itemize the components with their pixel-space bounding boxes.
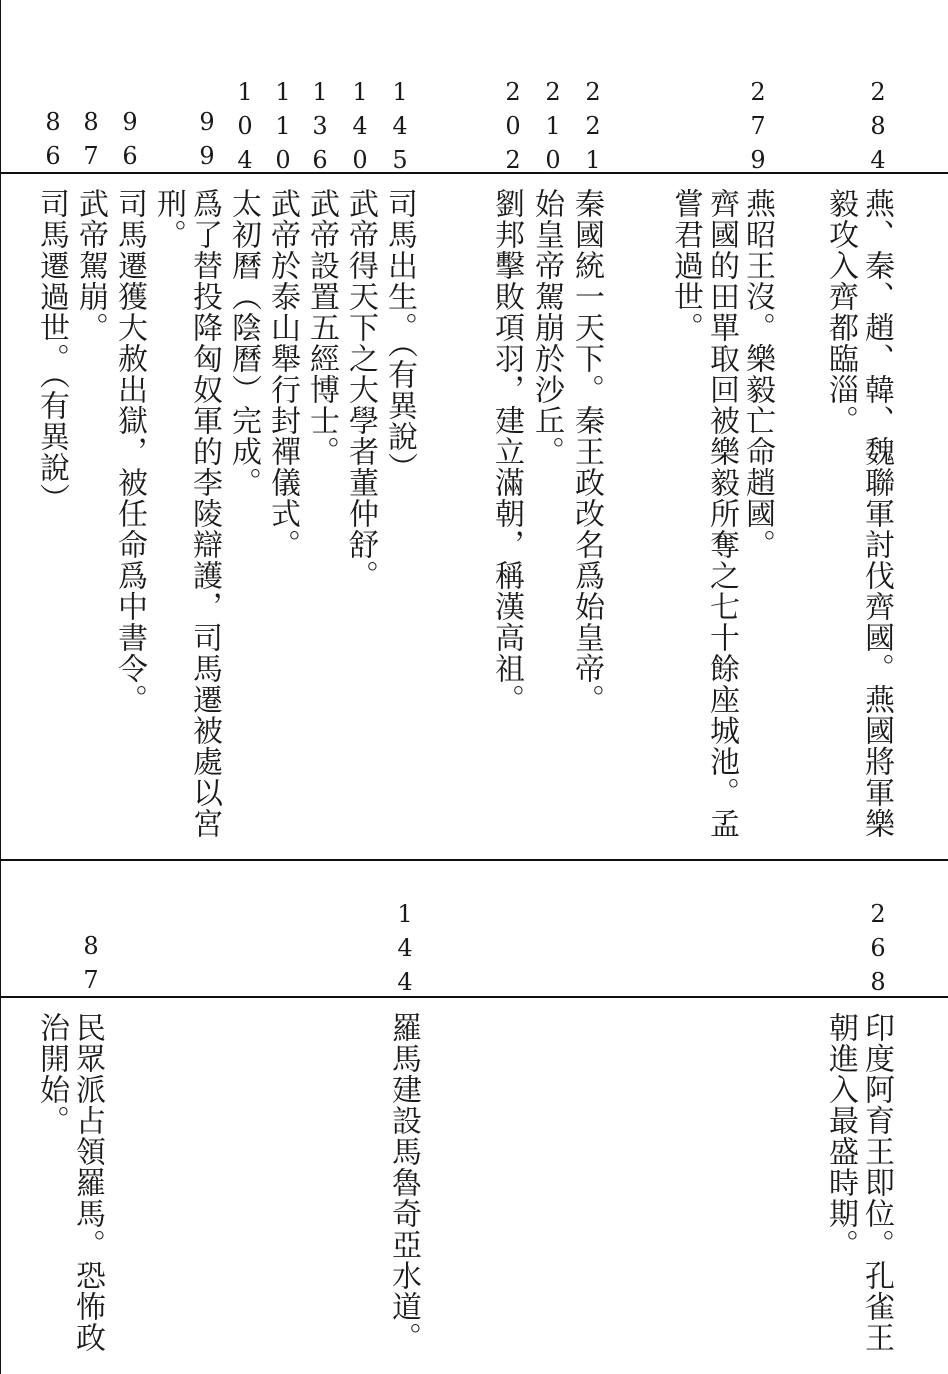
year-label: 87 — [77, 932, 105, 1000]
event-text: 燕、秦、趙、韓、魏聯軍討伐齊國。燕國將軍樂 毅攻入齊都臨淄。 — [823, 188, 894, 839]
event-text: 武帝駕崩。 — [73, 188, 108, 343]
year-label: 144 — [391, 900, 419, 1002]
event-text: 秦國統一天下。秦王政改名爲始皇帝。 — [569, 188, 604, 715]
event-text: 司馬遷過世。（有異說） — [34, 188, 69, 514]
event-text: 司馬出生。（有異說） — [382, 188, 417, 483]
year-label: 210 — [539, 78, 567, 180]
year-label: 140 — [346, 78, 374, 180]
event-text: 武帝於泰山舉行封禪儀式。 — [265, 188, 300, 560]
event-text: 民眾派占領羅馬。恐怖政 治開始。 — [34, 1012, 105, 1353]
year-label: 86 — [39, 108, 67, 176]
event-text: 武帝得天下之大學者董仲舒。 — [343, 188, 378, 591]
year-label: 221 — [579, 78, 607, 180]
year-label: 96 — [116, 108, 144, 176]
event-text: 爲了替投降匈奴軍的李陵辯護，司馬遷被處以宮 刑。 — [151, 188, 222, 839]
rule-left-edge — [0, 0, 1, 1374]
event-text: 燕昭王沒。樂毅亡命趙國。 齊國的田單取回被樂毅所奪之七十餘座城池。孟 嘗君過世。 — [668, 188, 775, 839]
year-label: 145 — [386, 78, 414, 180]
year-label: 284 — [864, 78, 892, 180]
year-label: 136 — [306, 78, 334, 180]
year-label: 99 — [193, 108, 221, 176]
event-text: 印度阿育王即位。孔雀王 朝進入最盛時期。 — [823, 1012, 894, 1353]
year-label: 110 — [269, 78, 297, 180]
year-label: 87 — [77, 108, 105, 176]
event-text: 劉邦擊敗項羽，建立滿朝，稱漢高祖。 — [489, 188, 524, 715]
year-label: 279 — [744, 78, 772, 180]
event-text: 武帝設置五經博士。 — [304, 188, 339, 467]
event-text: 始皇帝駕崩於沙丘。 — [529, 188, 564, 467]
event-text: 羅馬建設馬魯奇亞水道。 — [386, 1012, 421, 1353]
year-label: 104 — [231, 78, 259, 180]
rule-lower — [0, 996, 948, 998]
event-text: 司馬遷獲大赦出獄，被任命爲中書令。 — [112, 188, 147, 715]
year-label: 202 — [499, 78, 527, 180]
event-text: 太初曆（陰曆）完成。 — [226, 188, 261, 498]
year-label: 268 — [864, 900, 892, 1002]
rule-middle — [0, 859, 948, 861]
